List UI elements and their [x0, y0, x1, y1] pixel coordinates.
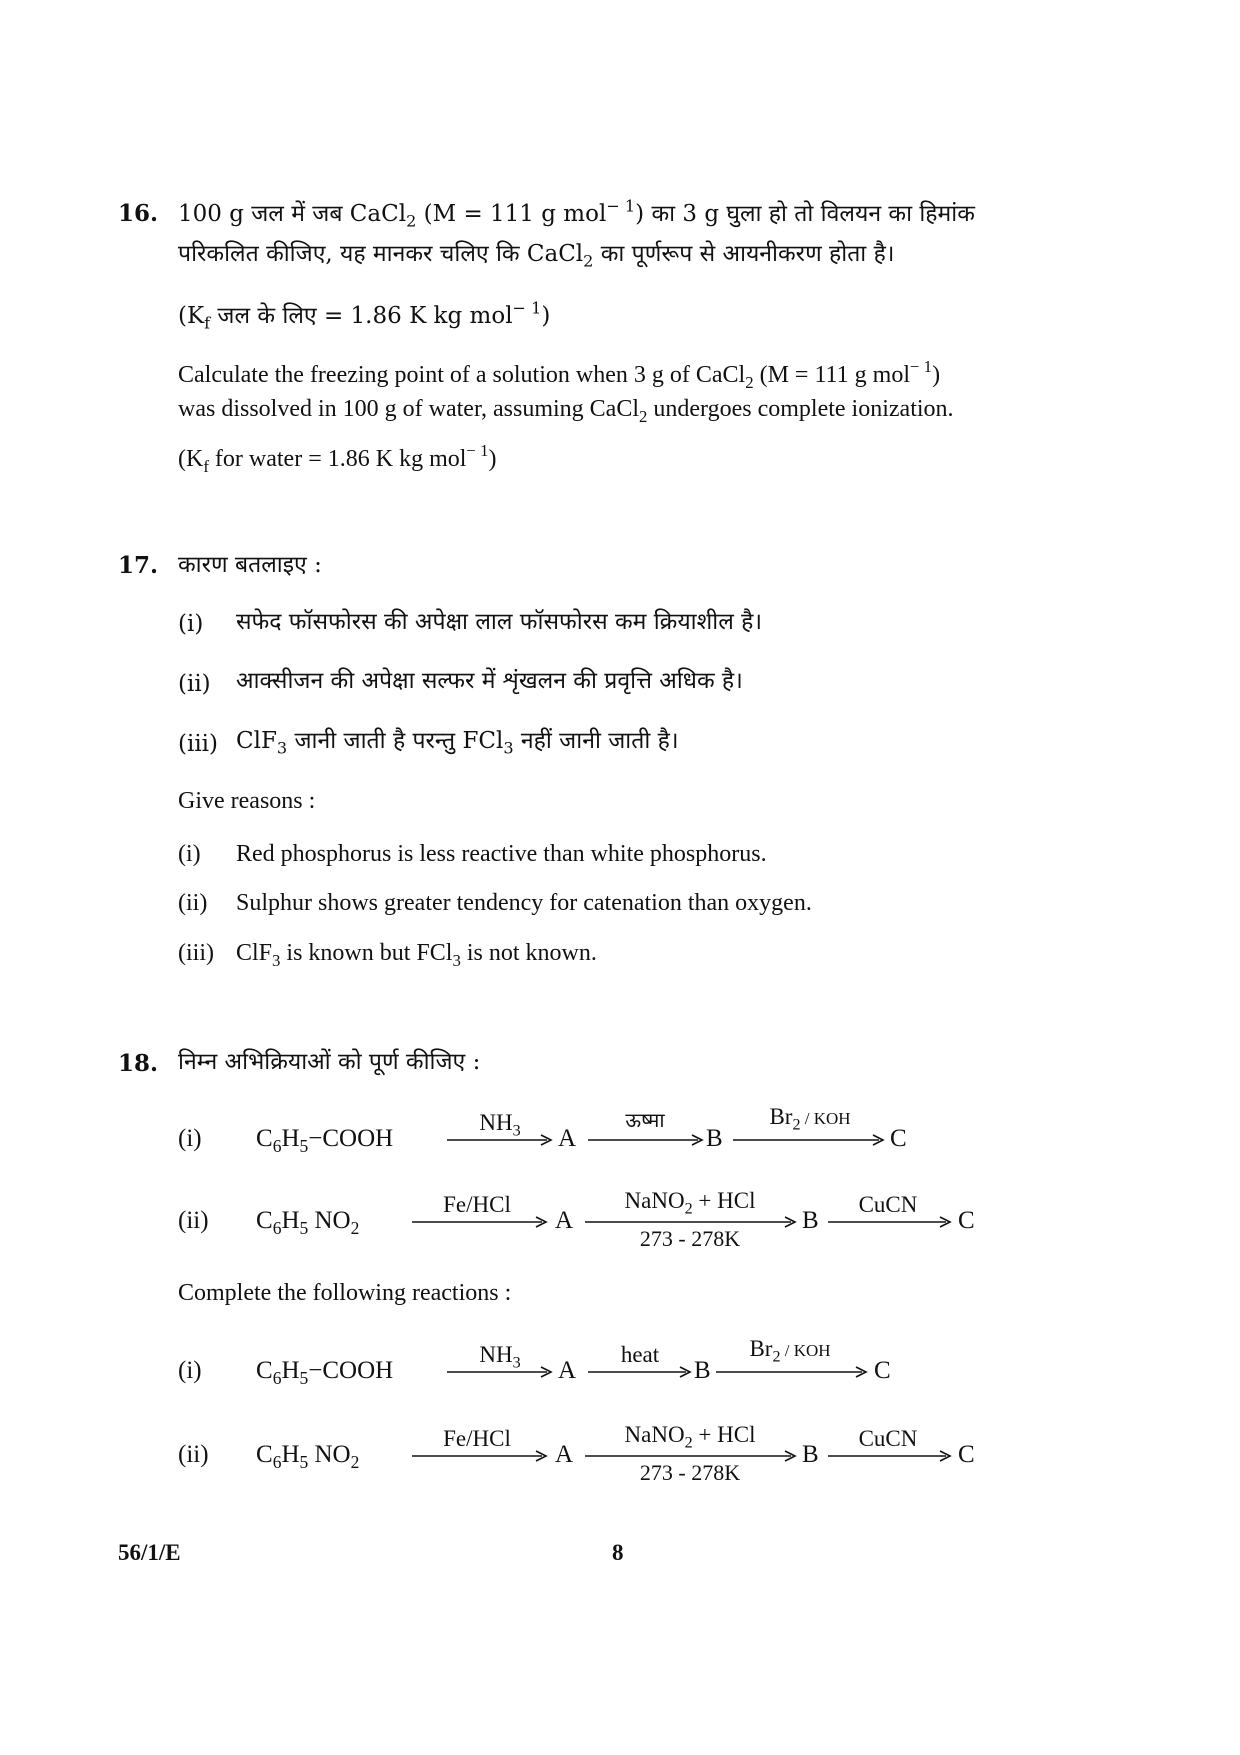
q17-hindi-item-label-3: (iii)	[178, 731, 219, 757]
q17-english-item-text-3: ClF$_3$ is known but FCl$_3$ is not known.	[236, 940, 597, 970]
product-b: B	[706, 1125, 723, 1152]
product-c: C	[890, 1125, 907, 1152]
reactant: $C_6H_5$ $NO_2$	[256, 1207, 360, 1239]
q17-english-item-label-1: (i)	[178, 841, 201, 867]
q17-hindi-item-text-2: आक्सीजन की अपेक्षा सल्फर में शृंखलन की प्रवृत्ति अधिक है।	[236, 668, 743, 694]
step2-reagent: NaNO$_2$ + HCl	[624, 1188, 756, 1218]
q16-hindi-kf: ($K_f$ जल के लिए = 1.86 K kg mol$^{- 1}$)	[178, 298, 551, 333]
step3-reagent: CuCN	[858, 1192, 918, 1217]
q17-hindi-heading: कारण बतलाइए :	[178, 552, 322, 578]
product-a: A	[558, 1125, 577, 1152]
q17-hindi-item-text-1: सफेद फॉसफोरस की अपेक्षा लाल फॉसफोरस कम क्रियाशील है।	[236, 609, 763, 635]
reactant: $C_6H_5$ $NO_2$	[256, 1441, 360, 1473]
reactant: $C_6H_5-COOH$	[256, 1125, 394, 1157]
reaction-arrow-icon	[588, 1366, 692, 1378]
question-number-17: 17.	[118, 552, 159, 579]
product-c: C	[958, 1441, 975, 1468]
q17-hindi-item-label-2: (ii)	[178, 671, 211, 697]
reaction-arrow-icon	[733, 1134, 885, 1146]
q17-english-item-label-2: (ii)	[178, 890, 208, 916]
step1-reagent: Fe/HCl	[443, 1192, 511, 1217]
q17-english-item-text-2: Sulphur shows greater tendency for catenation than oxygen.	[236, 890, 812, 916]
reaction-arrow-icon	[828, 1450, 952, 1462]
paper-code: 56/1/E	[118, 1540, 181, 1565]
reaction-label: (ii)	[178, 1207, 209, 1234]
q16-english-kf: ($K_f$ for water = 1.86 K kg mol$^{- 1}$)	[178, 440, 497, 476]
product-b: B	[694, 1357, 711, 1384]
step1-reagent: Fe/HCl	[443, 1426, 511, 1451]
q17-english-item-text-1: Red phosphorus is less reactive than white phosphorus.	[236, 841, 767, 867]
q17-hindi-item-text-3: ClF$_3$ जानी जाती है परन्तु FCl$_3$ नहीं जानी जाती है।	[236, 728, 679, 758]
reactant: $C_6H_5-COOH$	[256, 1357, 394, 1389]
product-a: A	[555, 1207, 574, 1234]
step1-reagent: $NH_3$	[479, 1110, 521, 1140]
q16-english-line-2: was dissolved in 100 g of water, assuming CaCl$_2$ undergoes complete ionization.	[178, 396, 954, 426]
reaction-label: (i)	[178, 1125, 202, 1152]
q17-english-heading: Give reasons :	[178, 788, 316, 814]
step3-reagent: CuCN	[858, 1426, 918, 1451]
q18-english-heading: Complete the following reactions :	[178, 1280, 512, 1306]
product-a: A	[555, 1441, 574, 1468]
step3-reagent: $Br_2$ / KOH	[769, 1104, 851, 1134]
q16-hindi-line-2: परिकलित कीजिए, यह मानकर चलिए कि CaCl$_2$ का पूर्णरूप से आयनीकरण होता है।	[178, 241, 895, 271]
step1-reagent: $NH_3$	[479, 1342, 521, 1372]
q16-hindi-line-1: 100 g जल में जब CaCl$_2$ (M = 111 g mol$^{- 1}$) का 3 g घुला हो तो विलयन का हिमांक	[178, 196, 975, 231]
reaction-arrow-icon	[412, 1216, 548, 1228]
reaction-arrow-icon	[447, 1366, 553, 1378]
q18-hindi-heading: निम्न अभिक्रियाओं को पूर्ण कीजिए :	[178, 1049, 481, 1075]
product-c: C	[874, 1357, 891, 1384]
reaction-arrow-icon	[447, 1134, 553, 1146]
step2-reagent: NaNO$_2$ + HCl	[624, 1422, 756, 1452]
q17-english-item-label-3: (iii)	[178, 940, 214, 966]
reaction-arrow-icon	[412, 1450, 548, 1462]
step2-reagent: ऊष्मा	[625, 1108, 665, 1132]
product-c: C	[958, 1207, 975, 1234]
product-b: B	[802, 1441, 819, 1468]
product-a: A	[558, 1357, 577, 1384]
reaction-arrow-icon	[828, 1216, 952, 1228]
reaction-label: (ii)	[178, 1441, 209, 1468]
page-number: 8	[612, 1540, 624, 1565]
step2-condition: 273 - 278K	[639, 1460, 741, 1485]
question-number-18: 18.	[118, 1050, 159, 1077]
step2-reagent: heat	[620, 1342, 660, 1367]
reaction-label: (i)	[178, 1357, 202, 1384]
q16-english-line-1: Calculate the freezing point of a solution when 3 g of CaCl$_2$ (M = 111 g mol$^{- 1}$)	[178, 356, 941, 392]
reaction-arrow-icon	[588, 1134, 704, 1146]
step3-reagent: $Br_2$ / KOH	[749, 1336, 831, 1366]
step2-condition: 273 - 278K	[639, 1226, 741, 1251]
q17-hindi-item-label-1: (i)	[178, 611, 204, 637]
question-number-16: 16.	[118, 200, 159, 227]
product-b: B	[802, 1207, 819, 1234]
reaction-arrow-icon	[716, 1366, 868, 1378]
